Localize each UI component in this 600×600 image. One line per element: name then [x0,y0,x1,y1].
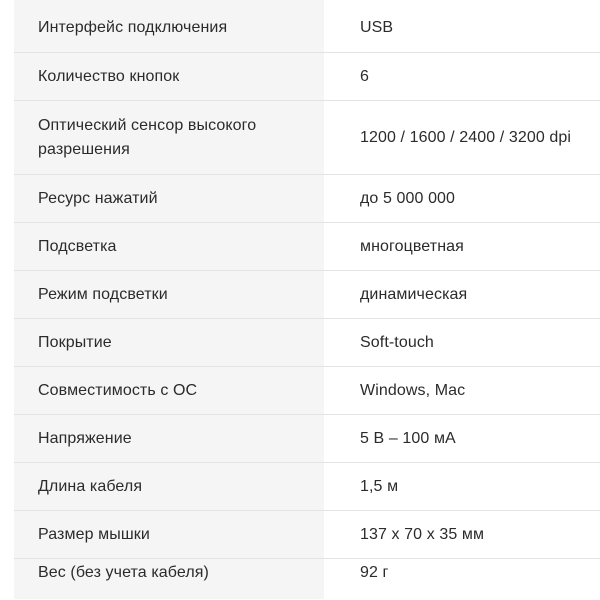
spec-value: 92 г [360,564,389,581]
spec-row-interface [14,0,600,53]
spec-row-mouse-size [14,511,600,559]
spec-value: до 5 000 000 [360,189,456,207]
spec-row-coating [14,319,600,367]
specifications-table [14,0,600,599]
spec-row-backlight-mode [14,271,600,319]
spec-value: динамическая [360,285,468,303]
spec-name: Подсветка [14,223,324,270]
spec-value: 137 х 70 х 35 мм [360,525,485,543]
spec-row-click-resource [14,175,600,223]
spec-row-weight [14,559,600,599]
spec-value: многоцветная [360,237,464,255]
spec-name: Напряжение [14,415,324,462]
spec-row-cable-length [14,463,600,511]
spec-name: Вес (без учета кабеля) [14,559,324,599]
spec-name: Покрытие [14,319,324,366]
spec-value: USB [360,19,394,36]
spec-name: Интерфейс подключения [14,0,324,52]
spec-name: Совместимость с ОС [14,367,324,414]
spec-value: 5 В – 100 мА [360,429,456,447]
spec-row-voltage [14,415,600,463]
spec-value: Windows, Mac [360,381,466,399]
spec-name: Оптический сенсор высокого разрешения [14,101,324,174]
spec-value: 1200 / 1600 / 2400 / 3200 dpi [360,128,572,146]
spec-value: 1,5 м [360,477,399,495]
spec-name: Количество кнопок [14,53,324,100]
spec-name: Режим подсветки [14,271,324,318]
spec-value: 6 [360,67,369,85]
spec-value: Soft-touch [360,333,434,351]
spec-row-os-compatibility [14,367,600,415]
spec-row-sensor [14,101,600,175]
spec-row-buttons-count [14,53,600,101]
spec-name: Ресурс нажатий [14,175,324,222]
spec-name: Размер мышки [14,511,324,558]
spec-name: Длина кабеля [14,463,324,510]
spec-row-backlight [14,223,600,271]
